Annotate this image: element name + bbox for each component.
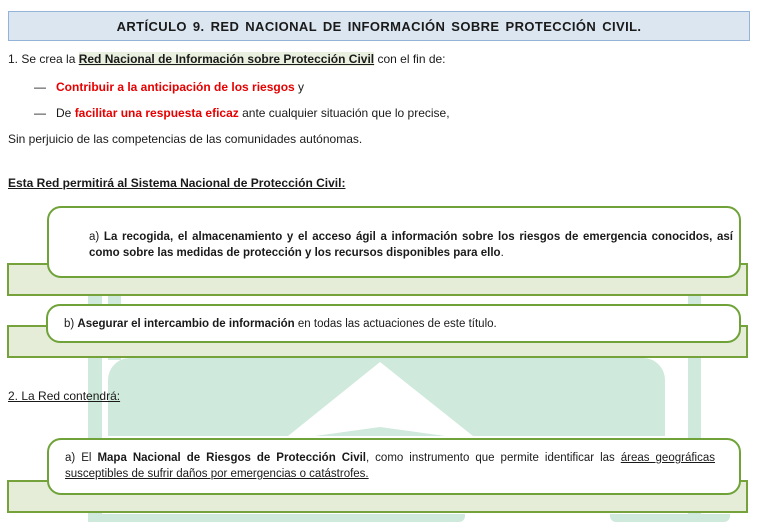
intro-prefix: 1. Se crea la [8,52,79,66]
item-text [64,316,497,332]
dash-icon: — [34,80,46,94]
watermark-bottom-shape-left [94,514,465,522]
item-bold-text: Asegurar el intercambio de información [77,317,295,330]
bullet-post: ante cualquier situación que lo precise, [238,106,450,120]
item-mid-text: , como instrumento que permite identificar las [366,452,621,464]
item-bold-text: Mapa Nacional de Riesgos de Protección Civil [97,452,366,464]
intro-closing-line: Sin perjuicio de las competencias de las comunidades autónomas. [8,132,363,146]
callout-box-1b [46,304,741,343]
section1-heading: Esta Red permitirá al Sistema Nacional de Protección Civil: [8,176,346,190]
bullet-red-text: Contribuir a la anticipación de los riesgos [56,80,295,94]
bullet-post: y [294,80,305,94]
item-label: b) [64,317,78,330]
dash-icon: — [34,106,46,120]
item-underlined-text: áreas geográficas susceptibles de sufrir daños por emergencias o catástrofes. [65,452,715,480]
highlighted-phrase: Red Nacional de Información sobre Protección Civil [78,52,375,66]
bullet-red-text: facilitar una respuesta eficaz [74,106,239,120]
intro-suffix: con el fin de: [374,52,446,66]
item-rest-text: en todas las actuaciones de este título. [294,317,497,330]
article-title: ARTÍCULO 9. RED NACIONAL DE INFORMACIÓN SOBRE PROTECCIÓN CIVIL. [116,18,642,34]
callout-box-2a [47,438,741,495]
article-title-bar [8,11,750,41]
watermark-bottom-shape-right [610,514,730,522]
callout-box-1a [47,206,741,278]
item-rest-text: . [500,247,504,259]
item-label: a) El [65,452,98,464]
watermark-chevron-icon [108,358,665,436]
item-label: a) [89,231,104,243]
section2-heading: 2. La Red contendrá: [8,389,121,403]
intro-paragraph [8,51,446,68]
bullet-item [34,105,450,122]
item-bold-text: La recogida, el almacenamiento y el acceso ágil a información sobre los riesgos de emergencia conocidos, así como sobre las medidas de protección y los recursos disponibles para ello [89,231,734,259]
bullet-item [34,79,304,96]
bullet-pre: De [56,106,75,120]
